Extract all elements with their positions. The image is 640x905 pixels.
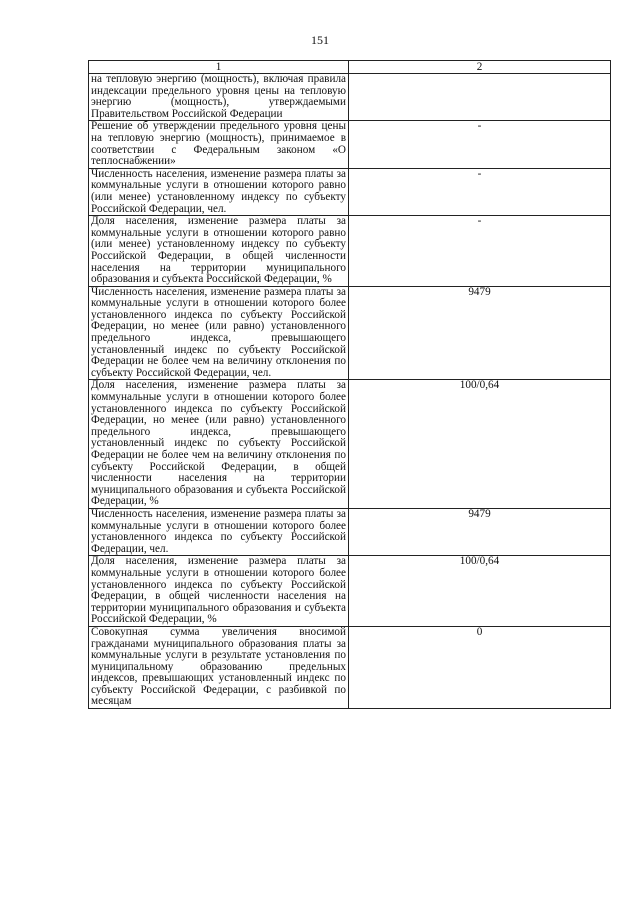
row-value: 9479	[349, 508, 611, 555]
table-row	[89, 286, 611, 380]
row-value: 9479	[349, 286, 611, 380]
row-label: Численность населения, изменение размера платы за коммунальные услуги в отношении которого более установленного индекса по субъекту Российской Федерации, чел.	[89, 508, 349, 555]
row-value: -	[349, 168, 611, 215]
row-value: 100/0,64	[349, 380, 611, 509]
column-header-2: 2	[349, 61, 611, 74]
row-value	[349, 74, 611, 121]
row-label: Численность населения, изменение размера платы за коммунальные услуги в отношении которого более установленного индекса по субъекту Российской Федерации, но менее (или равно) установленного предельного индекса, превышающего установленный индекс по субъекту Российской Федерации не более чем на величину отклонения по субъекту Российской Федерации, чел.	[89, 286, 349, 380]
data-table	[88, 60, 611, 709]
row-value: 100/0,64	[349, 556, 611, 627]
table-row	[89, 74, 611, 121]
table-row	[89, 508, 611, 555]
row-label: Численность населения, изменение размера платы за коммунальные услуги в отношении которого равно (или менее) установленному индексу по субъекту Российской Федерации, чел.	[89, 168, 349, 215]
table-header-row	[89, 61, 611, 74]
row-label: Доля населения, изменение размера платы за коммунальные услуги в отношении которого равно (или менее) установленному индексу по субъекту Российской Федерации, в общей численности населения на территории муниципального образования и субъекта Российской Федерации, %	[89, 216, 349, 287]
page-number: 151	[311, 33, 329, 47]
row-label: Доля населения, изменение размера платы за коммунальные услуги в отношении которого более установленного индекса по субъекту Российской Федерации, но менее (или равно) установленного предельного индекса, превышающего установленный индекс по субъекту Российской Федерации не более чем на величину отклонения по субъекту Российской Федерации, в общей численности населения на территории муниципального образования и субъекта Российской Федерации, %	[89, 380, 349, 509]
table-row	[89, 121, 611, 168]
table-row	[89, 380, 611, 509]
row-value: 0	[349, 626, 611, 708]
row-label: Доля населения, изменение размера платы за коммунальные услуги в отношении которого более установленного индекса по субъекту Российской Федерации, в общей численности населения на территории муниципального образования и субъекта Российской Федерации, %	[89, 556, 349, 627]
row-label: Решение об утверждении предельного уровня цены на тепловую энергию (мощность), принимаемое в соответствии с Федеральным законом «О теплоснабжении»	[89, 121, 349, 168]
table-row	[89, 216, 611, 287]
table-row	[89, 168, 611, 215]
row-label: на тепловую энергию (мощность), включая правила индексации предельного уровня цены на тепловую энергию (мощность), утверждаемыми Правительством Российской Федерации	[89, 74, 349, 121]
row-value: -	[349, 121, 611, 168]
row-label: Совокупная сумма увеличения вносимой гражданами муниципального образования платы за коммунальные услуги в результате установления по муниципальному образованию предельных индексов, превышающих установленный индекс по субъекту Российской Федерации, с разбивкой по месяцам	[89, 626, 349, 708]
table-row	[89, 626, 611, 708]
table-row	[89, 556, 611, 627]
column-header-1: 1	[89, 61, 349, 74]
row-value: -	[349, 216, 611, 287]
